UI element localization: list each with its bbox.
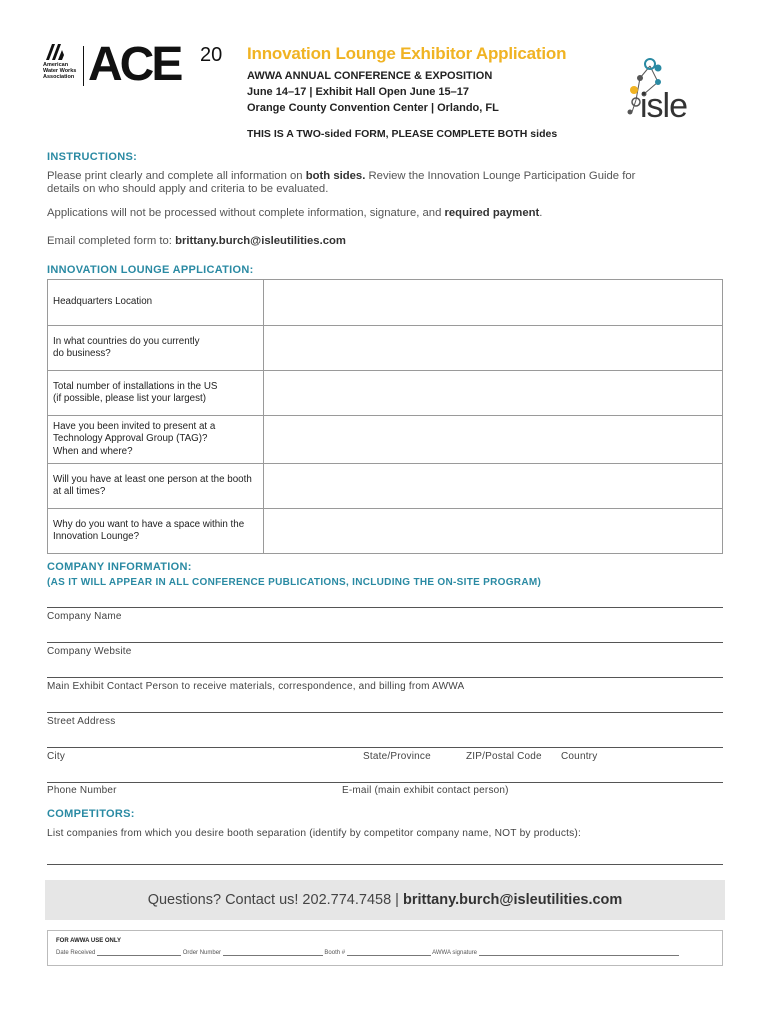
question-text: Will you have at least one person at the booth — [53, 473, 252, 485]
instructions-paragraph-3 — [47, 235, 346, 248]
contact-email-link[interactable]: brittany.burch@isleutilities.com — [402, 892, 623, 908]
company-website-label: Company Website — [47, 646, 132, 657]
booth-label: Booth # — [324, 950, 346, 956]
table-row — [48, 371, 723, 416]
competitors-field[interactable] — [47, 831, 723, 865]
question-text: In what countries do you currently — [53, 335, 200, 347]
question-text: at all times? — [53, 486, 106, 497]
instructions-text: Email completed form to: — [47, 235, 176, 247]
phone-label: Phone Number — [47, 785, 117, 796]
form-title: Innovation Lounge Exhibitor Application — [247, 44, 567, 63]
conference-name: AWWA ANNUAL CONFERENCE & EXPOSITION — [247, 70, 493, 82]
question-text: (if possible, please list your largest) — [53, 393, 207, 404]
email-label: E-mail (main exhibit contact person) — [342, 785, 509, 796]
table-row — [48, 280, 723, 326]
instructions-paragraph-2 — [47, 207, 542, 220]
contact-text — [45, 892, 725, 908]
awwa-name — [43, 62, 76, 80]
competitors-instruction: List companies from which you desire booth separation (identify by competitor company name, NOT by products): — [47, 828, 582, 839]
question-cell — [48, 509, 264, 554]
company-heading: COMPANY INFORMATION: — [47, 561, 192, 573]
office-use-box — [47, 930, 723, 966]
city-label: City — [47, 751, 66, 762]
signature-label: AWWA signature — [432, 950, 477, 956]
isle-logo-text: isle — [640, 87, 688, 125]
table-row — [48, 464, 723, 509]
awwa-name-line: American — [43, 62, 69, 68]
competitors-heading: COMPETITORS: — [47, 808, 135, 820]
table-row — [48, 509, 723, 554]
office-use-fields — [56, 949, 679, 956]
instructions-paragraph-1 — [47, 170, 635, 196]
company-website-field[interactable] — [47, 609, 723, 643]
date-received-label: Date Received — [56, 950, 96, 956]
answer-field-reason[interactable] — [264, 509, 723, 554]
signature-blank[interactable] — [479, 949, 679, 956]
table-row — [48, 326, 723, 371]
state-label: State/Province — [363, 751, 431, 762]
ace-logo: ACE — [88, 38, 181, 91]
zip-label: ZIP/Postal Code — [466, 751, 542, 762]
awwa-name-line: Association — [43, 74, 75, 80]
answer-field-headquarters[interactable] — [264, 280, 723, 326]
question-cell — [48, 416, 264, 464]
company-name-label: Company Name — [47, 611, 122, 622]
answer-field-installations[interactable] — [264, 371, 723, 416]
question-cell — [48, 280, 264, 326]
awwa-name-line: Water Works — [43, 68, 77, 74]
conference-venue: Orange County Convention Center | Orlando, FL — [247, 102, 499, 114]
answer-field-countries[interactable] — [264, 326, 723, 371]
application-heading: INNOVATION LOUNGE APPLICATION: — [47, 264, 254, 276]
answer-field-booth-staffing[interactable] — [264, 464, 723, 509]
question-cell — [48, 464, 264, 509]
contact-phone: Questions? Contact us! 202.774.7458 | — [147, 892, 403, 908]
question-text: Have you been invited to present at a — [53, 420, 216, 432]
instructions-text: Applications will not be processed without complete information, signature, and — [47, 207, 445, 219]
booth-blank[interactable] — [347, 949, 431, 956]
instructions-text: details on who should apply and criteria to be evaluated. — [47, 183, 329, 195]
submission-email-link[interactable]: brittany.burch@isleutilities.com — [175, 235, 346, 247]
instructions-text: Review the Innovation Lounge Participation Guide for — [365, 170, 636, 182]
instructions-text: . — [539, 207, 543, 219]
order-number-blank[interactable] — [223, 949, 323, 956]
company-name-field[interactable] — [47, 574, 723, 608]
logo-divider — [83, 46, 84, 86]
ace-year: 20 — [200, 44, 223, 66]
table-row — [48, 416, 723, 464]
instructions-emphasis: required payment — [444, 207, 540, 219]
instructions-emphasis: both sides. — [305, 170, 366, 182]
country-label: Country — [561, 751, 598, 762]
street-address-field[interactable] — [47, 679, 723, 713]
phone-email-field[interactable] — [47, 749, 723, 783]
contact-bar — [45, 880, 725, 920]
question-text: Total number of installations in the US — [53, 380, 218, 392]
question-text: Innovation Lounge? — [53, 531, 140, 542]
awwa-water-drop-icon — [44, 44, 66, 60]
main-contact-label: Main Exhibit Contact Person to receive materials, correspondence, and billing from AWWA — [47, 681, 465, 692]
question-text: Headquarters Location — [53, 296, 153, 308]
two-sided-notice: THIS IS A TWO-sided FORM, PLEASE COMPLETE BOTH sides — [247, 128, 558, 140]
company-subheading: (AS IT WILL APPEAR IN ALL CONFERENCE PUBLICATIONS, INCLUDING THE ON-SITE PROGRAM) — [47, 577, 542, 588]
office-use-title: FOR AWWA USE ONLY — [56, 938, 122, 944]
question-text: Why do you want to have a space within the — [53, 518, 245, 530]
main-contact-field[interactable] — [47, 644, 723, 678]
question-text: When and where? — [53, 445, 133, 457]
question-text: Technology Approval Group (TAG)? — [53, 433, 208, 445]
answer-field-tag[interactable] — [264, 416, 723, 464]
awwa-logo — [40, 44, 88, 90]
question-text: do business? — [53, 348, 111, 359]
instructions-heading: INSTRUCTIONS: — [47, 151, 138, 163]
instructions-text: Please print clearly and complete all information on — [47, 170, 306, 182]
date-received-blank[interactable] — [97, 949, 181, 956]
question-cell — [48, 326, 264, 371]
street-address-label: Street Address — [47, 716, 116, 727]
form-header — [0, 0, 770, 150]
question-cell — [48, 371, 264, 416]
conference-dates: June 14–17 | Exhibit Hall Open June 15–17 — [247, 86, 469, 98]
application-table — [47, 279, 723, 554]
order-number-label: Order Number — [182, 950, 222, 956]
city-state-zip-field[interactable] — [47, 714, 723, 748]
